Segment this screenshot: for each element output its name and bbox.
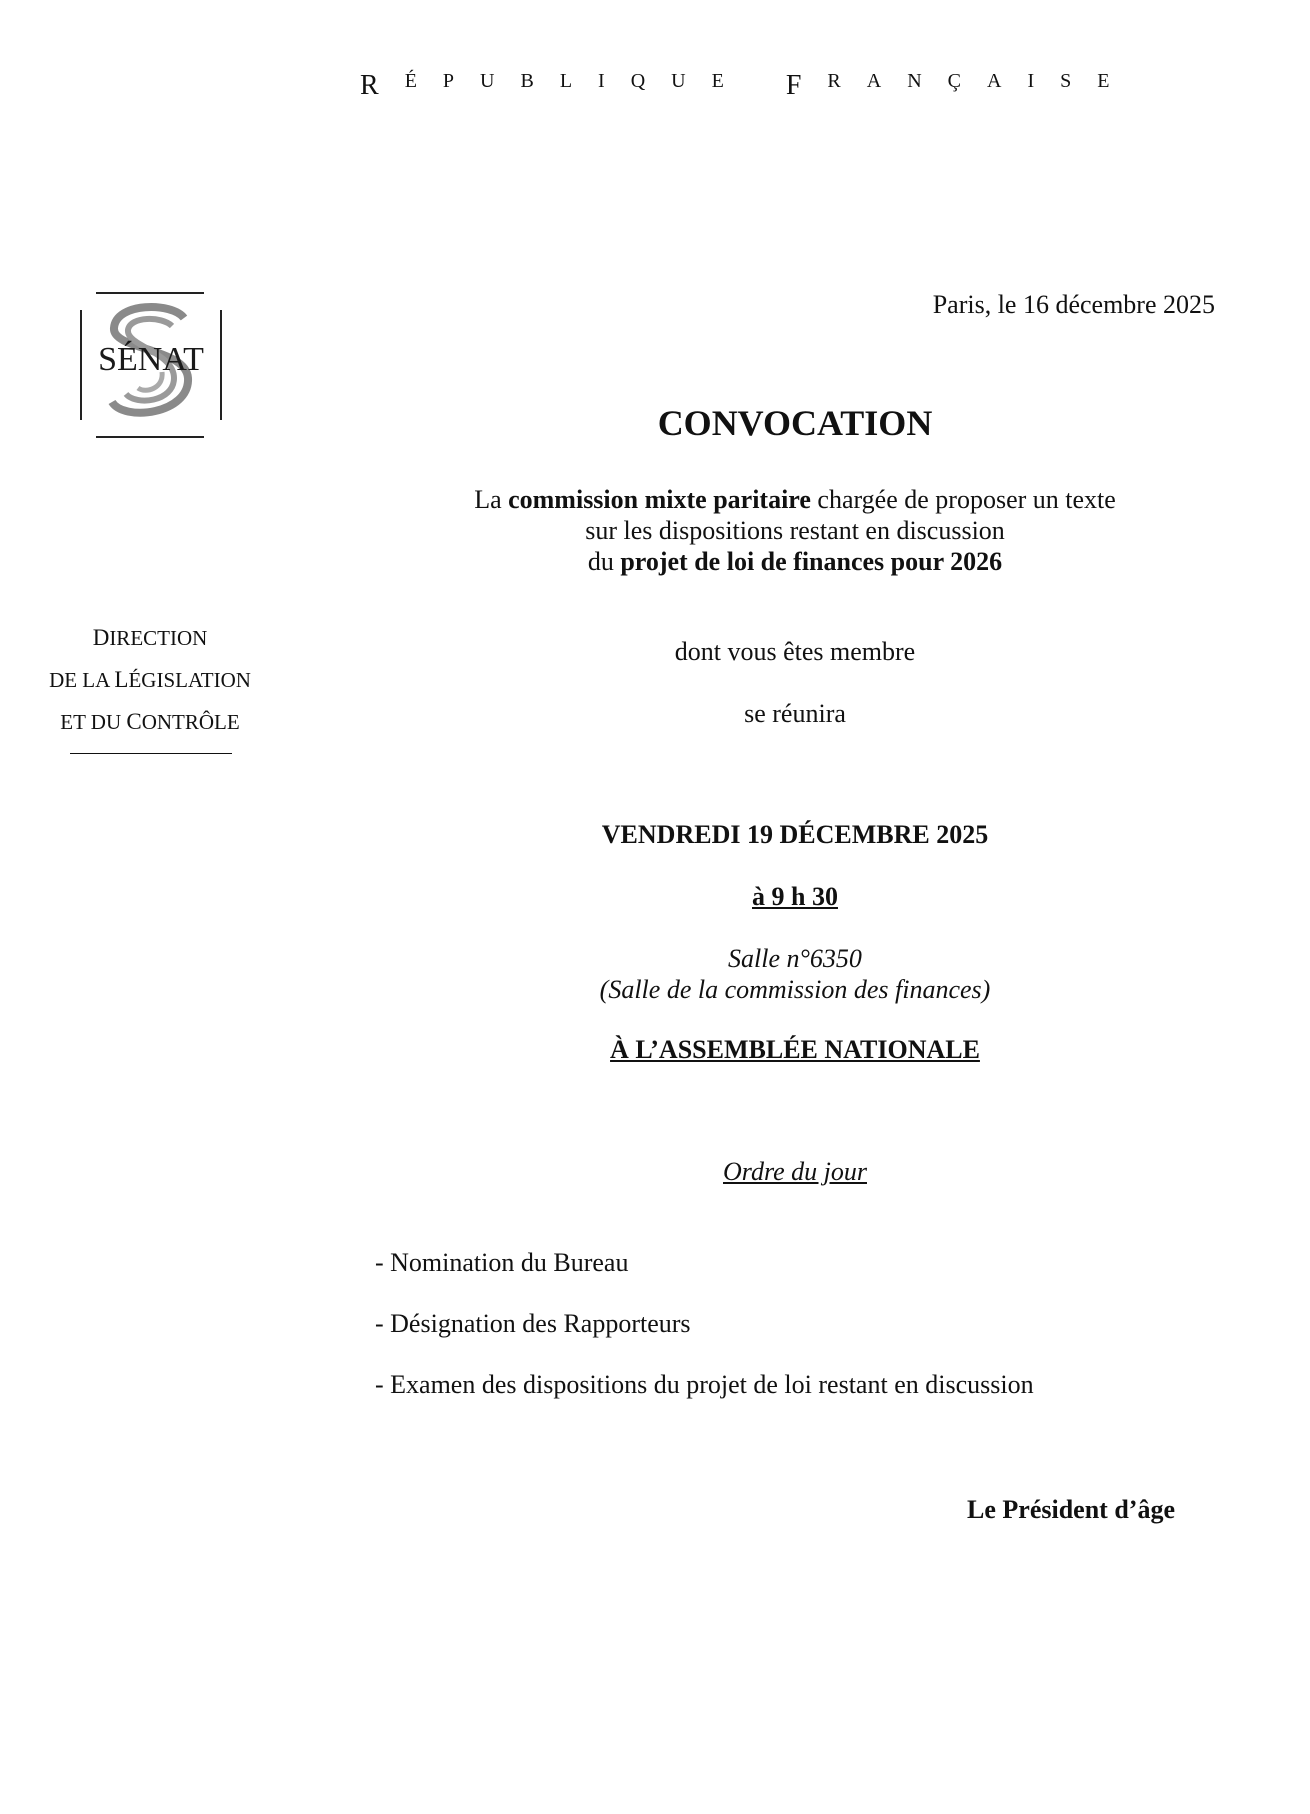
intro-text: chargée de proposer un texte xyxy=(810,485,1116,514)
header-letter: L xyxy=(559,70,573,92)
direction-block xyxy=(40,617,260,743)
header-letter: B xyxy=(520,70,534,92)
direction-text: ÉGISLATION xyxy=(128,668,251,692)
header-letter: E xyxy=(711,70,724,92)
direction-cap: C xyxy=(126,709,142,734)
agenda-list xyxy=(375,1248,1195,1431)
intro-line-3 xyxy=(380,546,1210,577)
republique-francaise-header xyxy=(360,70,1200,102)
direction-line-3 xyxy=(40,701,260,743)
intro-text: La xyxy=(474,485,509,514)
direction-text: ONTRÔLE xyxy=(141,710,240,734)
direction-text: ET DU xyxy=(60,710,127,734)
direction-text: DE LA xyxy=(49,668,115,692)
agenda-item: - Nomination du Bureau xyxy=(375,1248,629,1277)
intro-paragraph xyxy=(380,484,1210,577)
meeting-date: VENDREDI 19 DÉCEMBRE 2025 xyxy=(601,820,989,849)
direction-divider xyxy=(70,753,232,754)
direction-line-1 xyxy=(40,617,260,659)
header-letter: I xyxy=(598,70,605,92)
direction-cap: D xyxy=(92,625,110,650)
intro-line-1 xyxy=(380,484,1210,515)
intro-line-2: sur les dispositions restant en discussion xyxy=(585,516,1005,545)
commission-name: commission mixte paritaire xyxy=(508,485,811,514)
header-letter: A xyxy=(866,70,882,92)
agenda-heading-text: Ordre du jour xyxy=(723,1157,867,1186)
senat-logo-text: SÉNAT xyxy=(98,341,204,378)
header-word-francaise xyxy=(786,70,1110,102)
header-letter: R xyxy=(827,70,841,92)
agenda-heading xyxy=(380,1157,1210,1187)
document-title: CONVOCATION xyxy=(657,403,933,443)
date-line: Paris, le 16 décembre 2025 xyxy=(932,290,1215,319)
membre-text: dont vous êtes membre xyxy=(674,637,916,666)
header-letter: A xyxy=(987,70,1002,92)
intro-text: du xyxy=(587,547,621,576)
bill-name: projet de loi de finances pour 2026 xyxy=(620,547,1003,576)
header-word-republique xyxy=(360,70,724,102)
header-letter: I xyxy=(1027,70,1035,92)
header-letter: Ç xyxy=(947,70,962,92)
direction-line-2 xyxy=(40,659,260,701)
meeting-time xyxy=(380,882,1210,912)
senat-logo-icon xyxy=(76,290,226,440)
header-letter: S xyxy=(1060,70,1072,92)
header-letter: U xyxy=(671,70,686,92)
reunira-text: se réunira xyxy=(744,699,846,728)
direction-text: IRECTION xyxy=(109,626,208,650)
room-detail: (Salle de la commission des finances) xyxy=(599,975,991,1004)
signature: Le Président d’âge xyxy=(967,1495,1175,1524)
header-letter: É xyxy=(404,70,417,92)
agenda-item: - Examen des dispositions du projet de loi restant en discussion xyxy=(375,1370,1034,1399)
meeting-time-text: à 9 h 30 xyxy=(752,882,838,911)
header-letter: Q xyxy=(630,70,646,92)
agenda-item: - Désignation des Rapporteurs xyxy=(375,1309,691,1338)
direction-cap: L xyxy=(114,667,129,692)
header-letter: E xyxy=(1097,70,1110,92)
header-letter: R xyxy=(360,70,379,101)
header-letter: F xyxy=(785,70,802,101)
header-letter: U xyxy=(480,70,495,92)
meeting-place-text: À L’ASSEMBLÉE NATIONALE xyxy=(610,1035,980,1064)
meeting-room xyxy=(380,943,1210,1005)
header-letter: N xyxy=(907,70,922,92)
header-letter: P xyxy=(442,70,455,92)
room-number: Salle n°6350 xyxy=(728,944,862,973)
meeting-place xyxy=(380,1035,1210,1065)
